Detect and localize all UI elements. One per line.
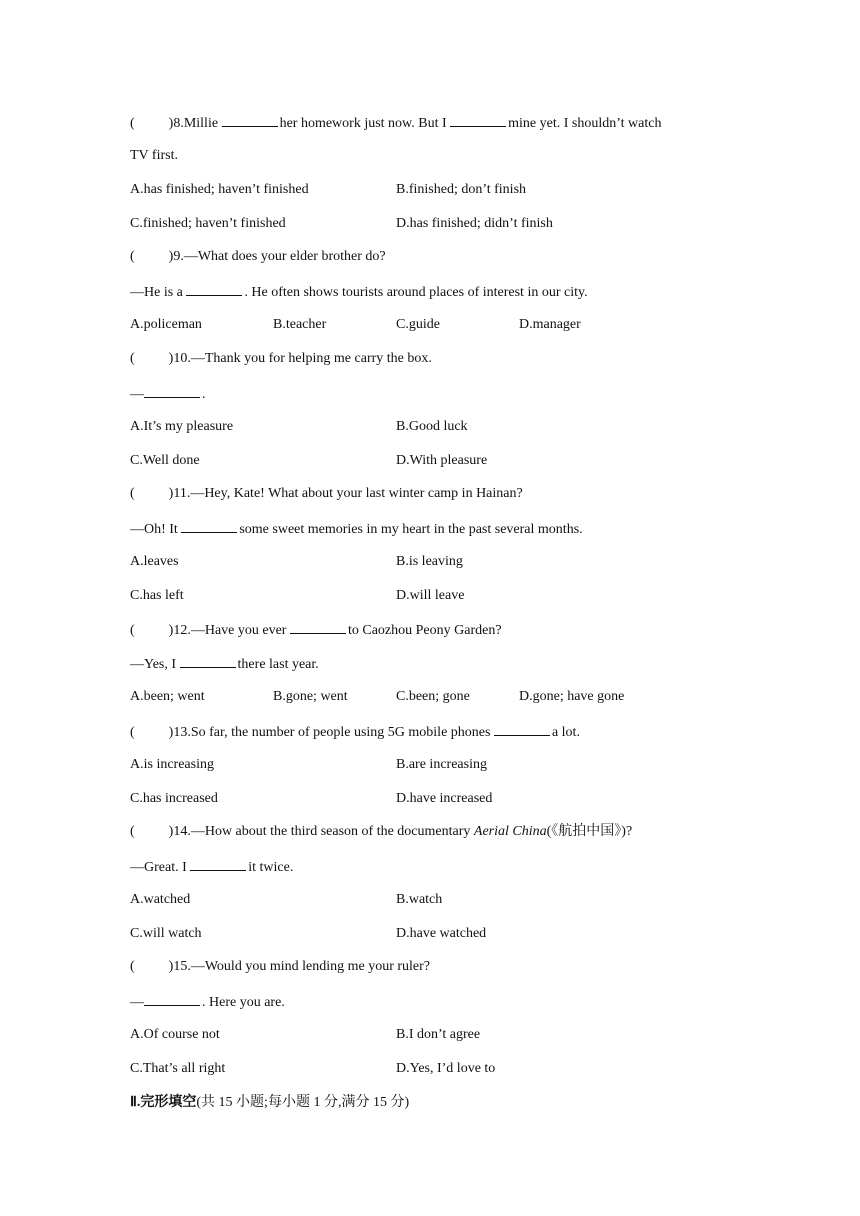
q14-line2-text-1: —Great. I <box>130 860 191 875</box>
q12-option-a: A.been; went <box>130 689 205 704</box>
q9-line2-text-2: . He often shows tourists around places of interest in our city. <box>244 285 588 300</box>
q14-option-c: C.will watch <box>130 926 202 941</box>
q13-text-1: )13.So far, the number of people using 5G mobile phones <box>168 725 494 740</box>
question-12-stem <box>130 619 502 641</box>
q8-text-1: )8.Millie <box>168 116 222 131</box>
q8-text-2: her homework just now. But I <box>279 116 451 131</box>
q12-option-c: C.been; gone <box>396 689 470 704</box>
q15-option-c: C.That’s all right <box>130 1061 226 1076</box>
q14-text-2: (《航拍中国》)? <box>546 824 633 839</box>
question-11-line-2 <box>130 518 583 540</box>
question-14-stem <box>130 822 632 842</box>
q10-line2-text-2: . <box>202 387 206 402</box>
q14-line2-text-2: it twice. <box>248 860 294 875</box>
section-2-note: (共 15 小题;每小题 1 分,满分 15 分) <box>196 1095 410 1110</box>
answer-paren-open: ( <box>130 725 135 740</box>
q10-line2-text-1: — <box>130 387 144 402</box>
q8-option-b: B.finished; don’t finish <box>396 182 527 197</box>
q15-text: )15.—Would you mind lending me your ruler? <box>168 959 430 974</box>
documentary-title: Aerial China <box>473 824 547 839</box>
q10-option-a: A.It’s my pleasure <box>130 419 234 434</box>
q14-option-d: D.have watched <box>396 926 487 941</box>
q9-line2-text-1: —He is a <box>130 285 187 300</box>
q10-option-c: C.Well done <box>130 453 200 468</box>
answer-paren-open: ( <box>130 249 135 264</box>
q14-option-a: A.watched <box>130 892 191 907</box>
blank-line[interactable] <box>450 112 506 127</box>
q11-option-d: D.will leave <box>396 588 465 603</box>
q14-option-b: B.watch <box>396 892 443 907</box>
blank-line[interactable] <box>144 383 200 398</box>
q11-text: )11.—Hey, Kate! What about your last winter camp in Hainan? <box>168 486 523 501</box>
answer-paren-open: ( <box>130 486 135 501</box>
answer-paren-open: ( <box>130 116 135 131</box>
section-2-title: Ⅱ.完形填空 <box>130 1095 197 1110</box>
question-8-stem <box>130 112 661 134</box>
blank-line[interactable] <box>181 518 237 533</box>
q13-option-a: A.is increasing <box>130 757 214 772</box>
question-15-line-2 <box>130 991 285 1013</box>
blank-line[interactable] <box>186 281 242 296</box>
q13-option-d: D.have increased <box>396 791 493 806</box>
answer-paren-open: ( <box>130 623 135 638</box>
q10-option-b: B.Good luck <box>396 419 468 434</box>
q15-line2-text-2: . Here you are. <box>202 995 285 1010</box>
q11-line2-text-1: —Oh! It <box>130 522 182 537</box>
q12-text-2: to Caozhou Peony Garden? <box>347 623 502 638</box>
answer-paren-open: ( <box>130 351 135 366</box>
q9-option-d: D.manager <box>519 317 581 332</box>
q8-text-3: mine yet. I shouldn’t watch <box>508 116 662 131</box>
q12-option-d: D.gone; have gone <box>519 689 625 704</box>
q12-text-1: )12.—Have you ever <box>168 623 290 638</box>
blank-line[interactable] <box>180 653 236 668</box>
q13-text-2: a lot. <box>551 725 580 740</box>
question-8-continuation: TV first. <box>130 148 178 163</box>
blank-line[interactable] <box>494 721 550 736</box>
question-10-stem <box>130 349 432 369</box>
q12-line2-text-2: there last year. <box>237 657 319 672</box>
q11-line2-text-2: some sweet memories in my heart in the past several months. <box>239 522 583 537</box>
q11-option-b: B.is leaving <box>396 554 463 569</box>
q11-option-c: C.has left <box>130 588 184 603</box>
question-10-line-2 <box>130 383 206 405</box>
section-2-heading <box>130 1093 409 1113</box>
q13-option-c: C.has increased <box>130 791 218 806</box>
q14-text-1: )14.—How about the third season of the documentary <box>168 824 474 839</box>
q12-option-b: B.gone; went <box>273 689 348 704</box>
blank-line[interactable] <box>144 991 200 1006</box>
question-9-line-2 <box>130 281 588 303</box>
q15-option-b: B.I don’t agree <box>396 1027 481 1042</box>
blank-line[interactable] <box>190 856 246 871</box>
q9-option-b: B.teacher <box>273 317 327 332</box>
question-11-stem <box>130 484 523 504</box>
q8-option-d: D.has finished; didn’t finish <box>396 216 553 231</box>
q15-option-a: A.Of course not <box>130 1027 220 1042</box>
q13-option-b: B.are increasing <box>396 757 487 772</box>
q15-option-d: D.Yes, I’d love to <box>396 1061 496 1076</box>
q10-option-d: D.With pleasure <box>396 453 488 468</box>
question-9-stem <box>130 247 386 267</box>
question-14-line-2 <box>130 856 293 878</box>
q12-line2-text-1: —Yes, I <box>130 657 180 672</box>
q15-line2-text-1: — <box>130 995 144 1010</box>
q9-text: )9.—What does your elder brother do? <box>168 249 386 264</box>
q8-option-c: C.finished; haven’t finished <box>130 216 286 231</box>
answer-paren-open: ( <box>130 824 135 839</box>
question-15-stem <box>130 957 430 977</box>
q10-text: )10.—Thank you for helping me carry the box. <box>168 351 432 366</box>
blank-line[interactable] <box>290 619 346 634</box>
answer-paren-open: ( <box>130 959 135 974</box>
q8-option-a: A.has finished; haven’t finished <box>130 182 309 197</box>
q9-option-a: A.policeman <box>130 317 202 332</box>
q9-option-c: C.guide <box>396 317 440 332</box>
question-13-stem <box>130 721 580 743</box>
question-12-line-2 <box>130 653 319 675</box>
blank-line[interactable] <box>222 112 278 127</box>
q11-option-a: A.leaves <box>130 554 179 569</box>
